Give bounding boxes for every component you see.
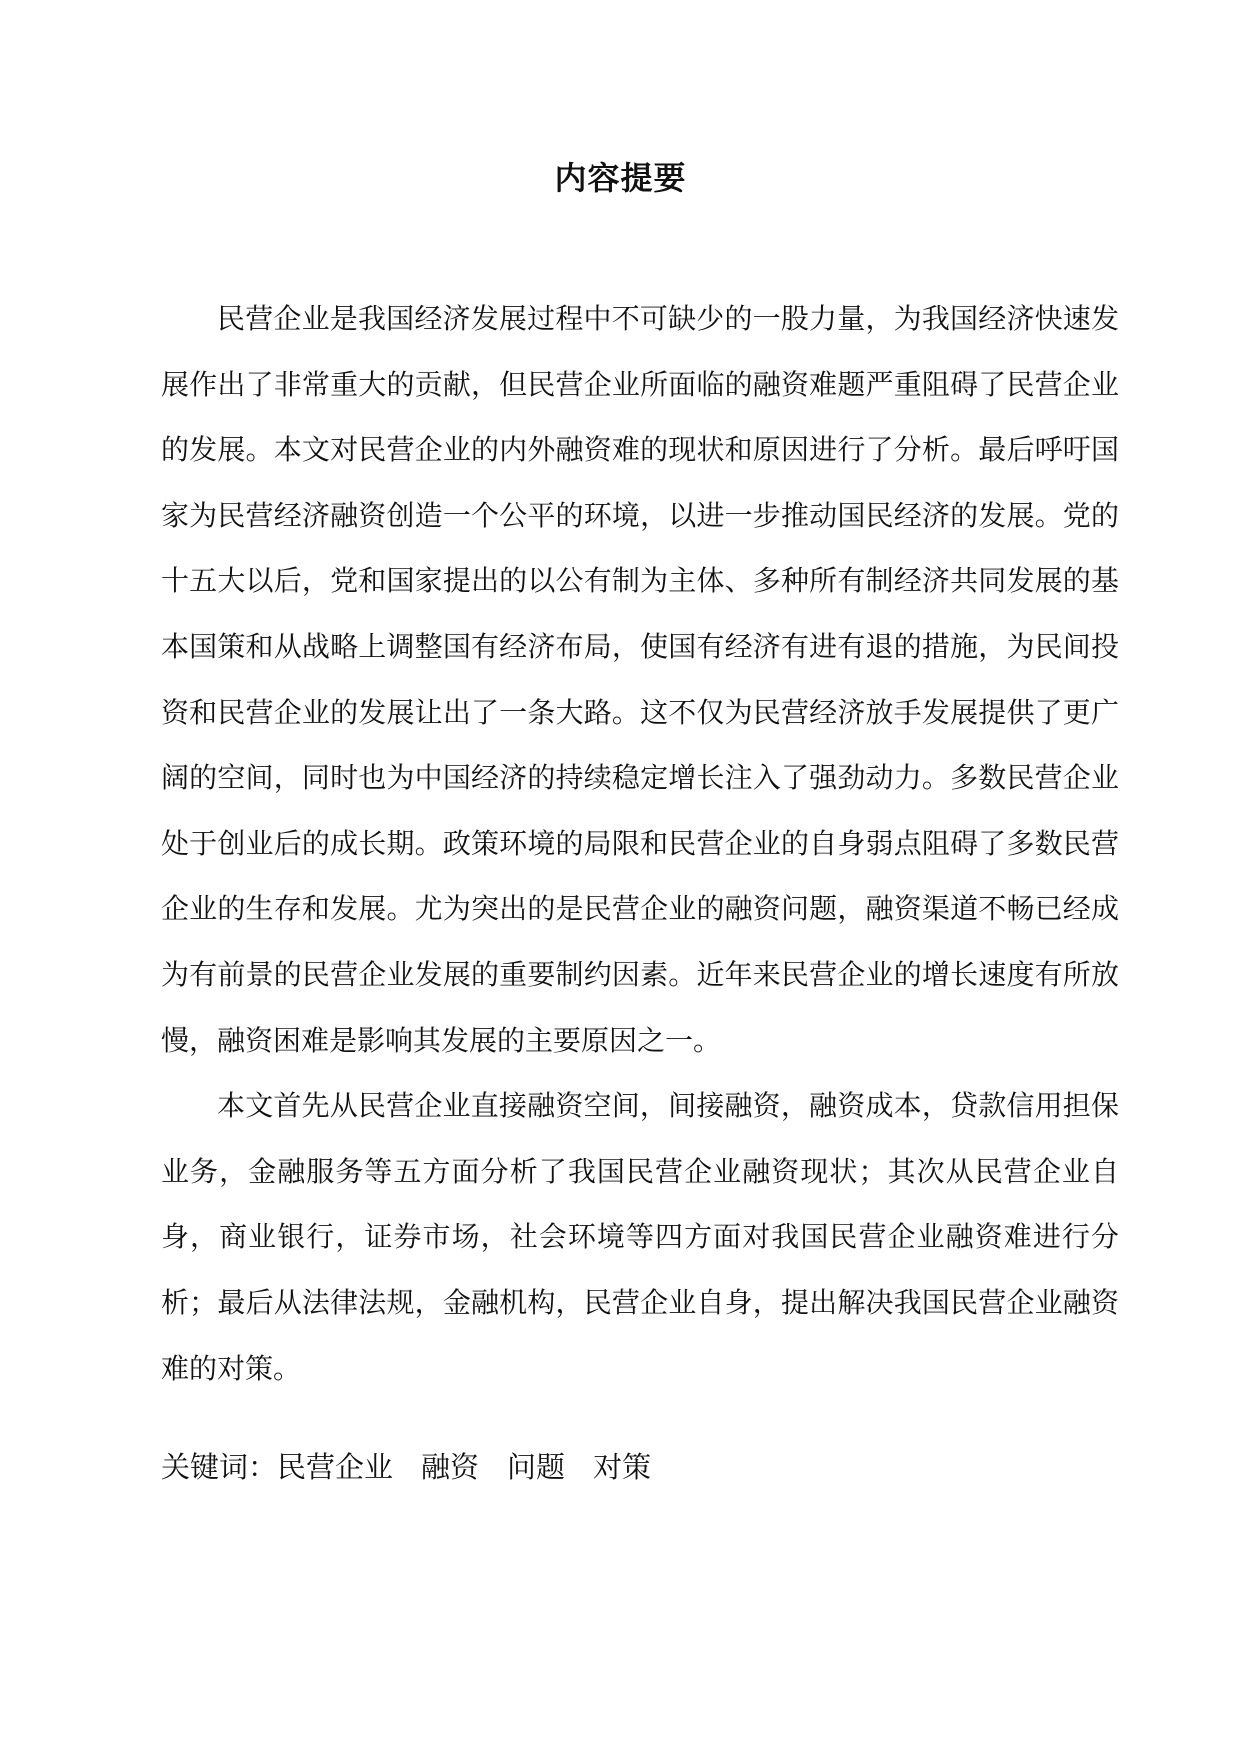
abstract-body [161, 286, 1119, 1401]
abstract-paragraph-2: 本文首先从民营企业直接融资空间，间接融资，融资成本，贷款信用担保业务，金融服务等五方面分析了我国民营企业融资现状；其次从民营企业自身，商业银行，证券市场，社会环境等四方面对我国民营企业融资难进行分析；最后从法律法规，金融机构，民营企业自身，提出解决我国民营企业融资难的对策。 [161, 1089, 1119, 1385]
keywords-label: 关键词： [161, 1450, 278, 1484]
keyword-item: 问题 [507, 1450, 566, 1484]
abstract-paragraph-1: 民营企业是我国经济发展过程中不可缺少的一股力量，为我国经济快速发展作出了非常重大的贡献，但民营企业所面临的融资难题严重阻碍了民营企业的发展。本文对民营企业的内外融资难的现状和原因进行了分析。最后呼吁国家为民营经济融资创造一个公平的环境，以进一步推动国民经济的发展。党的十五大以后，党和国家提出的以公有制为主体、多种所有制经济共同发展的基本国策和从战略上调整国有经济布局，使国有经济有进有退的措施，为民间投资和民营企业的发展让出了一条大路。这不仅为民营经济放手发展提供了更广阔的空间，同时也为中国经济的持续稳定增长注入了强劲动力。多数民营企业处于创业后的成长期。政策环境的局限和民营企业的自身弱点阻碍了多数民营企业的生存和发展。尤为突出的是民营企业的融资问题，融资渠道不畅已经成为有前景的民营企业发展的重要制约因素。近年来民营企业的增长速度有所放慢，融资困难是影响其发展的主要原因之一。 [161, 302, 1119, 1057]
page-title: 内容提要 [554, 159, 687, 197]
keyword-item: 对策 [593, 1450, 652, 1484]
keyword-item: 融资 [421, 1450, 480, 1484]
keywords-line [161, 1442, 679, 1492]
keyword-item: 民营企业 [277, 1450, 394, 1484]
